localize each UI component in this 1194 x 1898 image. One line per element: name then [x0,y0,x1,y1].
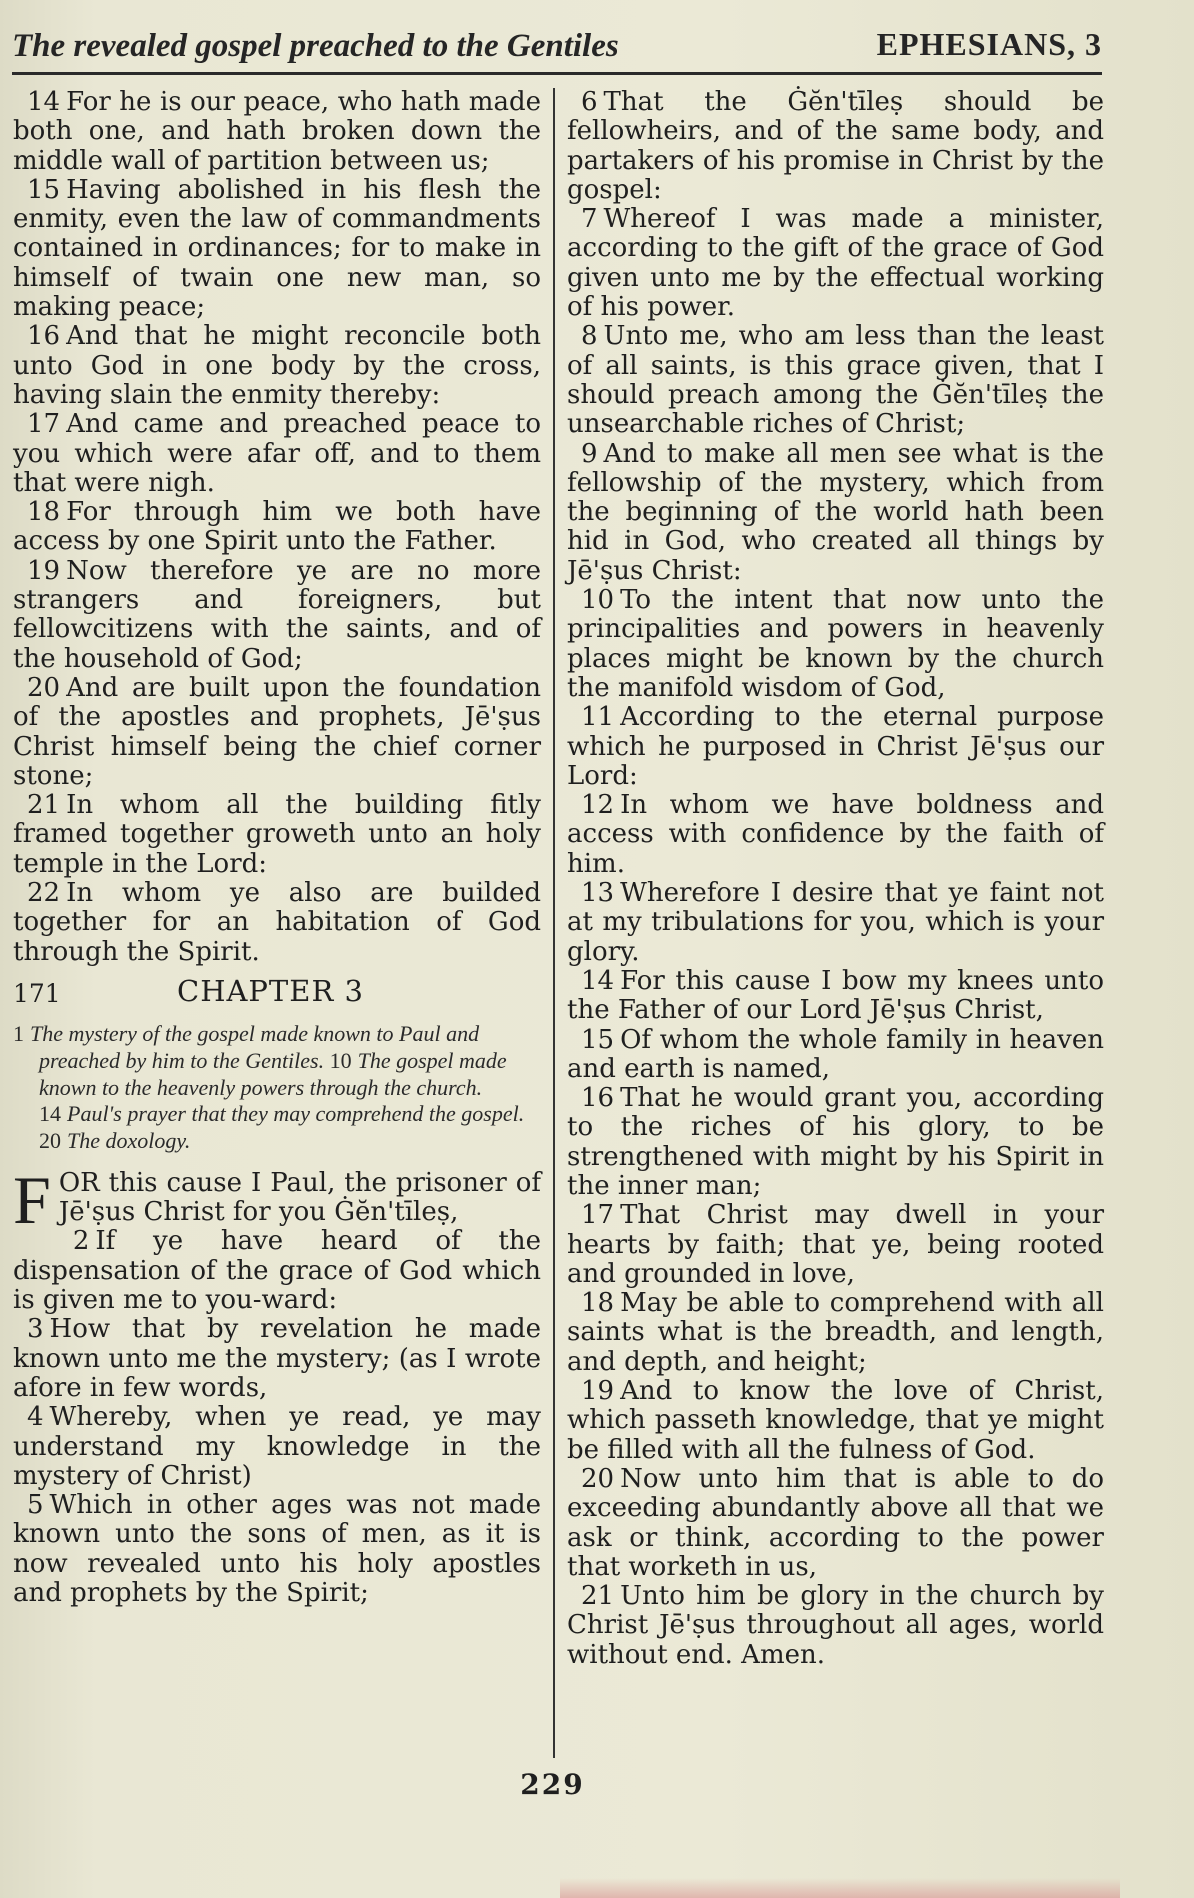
verse [567,1026,1104,1085]
verse-number: 19 [27,555,61,586]
verse-text: If ye have heard of the dispensation of the grace of God which is given me to you-ward: [13,1226,541,1316]
summary-text: The gospel made known to the heavenly powers through the church. [39,1047,507,1100]
verse [567,1201,1104,1289]
verse [13,674,541,791]
verse-text: Whereof I was made a minister, according to the gift of the grace of God given unto me by the effectual working of his power. [567,204,1104,323]
verse-number: 14 [581,965,615,996]
verse-number: 22 [27,878,61,909]
verse [567,322,1104,439]
verse [567,703,1104,791]
verse [13,88,541,176]
summary-ref: 10 [329,1047,352,1073]
verse-number: 17 [27,409,61,440]
verse-text: That the Ġĕn'tīleṣ should be fellowheirs, and of the same body, and partakers of his promise in Christ by the gospel: [567,87,1104,205]
running-header [12,22,1102,75]
verse [13,1491,541,1608]
verse-text: And came and preached peace to you which were afar off, and to them that were nigh. [13,409,541,498]
verse [567,1084,1104,1201]
summary-text: The doxology. [67,1128,191,1154]
verse-text: And to make all men see what is the fellowship of the mystery, which from the beginning of the world hath been hid in God, who created all things by Jē'ṣus Christ: [567,438,1104,586]
verse-number: 15 [581,1024,615,1055]
verse-text: In whom we have boldness and access with confidence by the faith of him. [567,790,1104,879]
verse-number: 10 [581,585,615,616]
verse-number: 9 [581,438,598,469]
verse-text: That he would grant you, according to the riches of his glory, to be strengthened with might by his Spirit in the inner man; [567,1083,1104,1201]
verse-number: 2 [72,1226,90,1257]
verse-text: For this cause I bow my knees unto the Father of our Lord Jē'ṣus Christ, [567,965,1104,1026]
verse-number: 4 [27,1402,44,1433]
page-edge-stain [560,1878,1120,1898]
verse [13,176,541,322]
verse [567,1289,1104,1377]
verse-text: Unto me, who am less than the least of all saints, is this grace given, that I should preach among the Ġĕn'tīleṣ the unsearchable riches of Christ; [567,321,1104,440]
verse-number: 18 [27,497,61,528]
verse-number: 19 [581,1376,615,1407]
verse [567,1465,1104,1582]
verse-text: How that by revelation he made known unto me the mystery; (as I wrote afore in few words, [13,1314,541,1403]
verse-number: 17 [581,1200,615,1231]
left-column [13,88,541,1608]
column-divider [553,88,555,1758]
verse [567,967,1104,1026]
chapter-reference: 171 [13,978,61,1008]
verse-number: 20 [581,1463,615,1494]
verse-text: For through him we both have access by one Spirit unto the Father. [13,497,541,557]
verse-number: 8 [581,321,598,352]
verse-number: 21 [581,1581,615,1612]
verse [567,1377,1104,1465]
verse [13,410,541,498]
verse-text: And are built upon the foundation of the apostles and prophets, Jē'ṣus Christ himself being the chief corner stone; [13,672,541,791]
verse-text: Of whom the whole family in heaven and earth is named, [567,1024,1104,1084]
verse [567,88,1104,205]
summary-ref: 20 [39,1128,61,1154]
header-section-title: The revealed gospel preached to the Gentiles [12,28,619,64]
verse [13,322,541,410]
verse-text: And to know the love of Christ, which passeth knowledge, that ye might be filled with all the fulness of God. [567,1376,1104,1465]
verse [567,205,1104,322]
verse-text: Which in other ages was not made known unto the sons of men, as it is now revealed unto his holy apostles and prophets by the Spirit; [13,1490,541,1609]
verse-number: 13 [581,878,615,909]
right-column [567,88,1104,1670]
verse [567,586,1104,703]
verse-text: Whereby, when ye read, ye may understand my knowledge in the mystery of Christ) [13,1402,541,1491]
verse-text: May be able to comprehend with all saints what is the breadth, and length, and depth, and height; [567,1288,1104,1377]
verse-text: That Christ may dwell in your hearts by faith; that ye, being rooted and grounded in love, [567,1200,1104,1289]
verse [567,1582,1104,1670]
verse-text: In whom ye also are builded together for an habitation of God through the Spirit. [13,878,541,967]
verse [13,1315,541,1403]
chapter-summary [13,1021,541,1155]
verse-number: 6 [581,87,598,117]
verse-number: 16 [27,321,61,352]
verse-number: 21 [27,790,61,821]
verse-number: 18 [581,1288,615,1319]
verse-number: 15 [27,174,61,205]
verse [13,1227,541,1315]
verse [13,879,541,967]
verse-text: Unto him be glory in the church by Christ Jē'ṣus throughout all ages, world without end. Amen. [567,1581,1104,1670]
verse-number: 12 [581,790,615,821]
summary-text: Paul's prayer that they may comprehend the gospel. [67,1101,525,1127]
verse [567,879,1104,967]
verse-number: 14 [27,87,61,117]
verse-text: Having abolished in his flesh the enmity, even the law of commandments contained in ordinances; for to make in himself of twain one new man, so making peace; [13,174,541,323]
verse [13,498,541,557]
summary-text: The mystery of the gospel made known to Paul and preached by him to the Gentiles. [30,1020,480,1073]
verse-number: 16 [581,1083,615,1114]
verse-text: In whom all the building fitly framed together groweth unto an holy temple in the Lord: [13,790,541,879]
verse-number: 3 [27,1314,44,1345]
summary-ref: 14 [39,1101,61,1127]
verse-1 [13,1161,541,1238]
verse-text: According to the eternal purpose which he purposed in Christ Jē'ṣus our Lord: [567,702,1104,791]
verse [13,791,541,879]
verse-text: For he is our peace, who hath made both one, and hath broken down the middle wall of partition between us; [13,87,541,176]
header-book-chapter: EPHESIANS, 3 [876,26,1102,62]
verse [13,1403,541,1491]
verse-text: Now therefore ye are no more strangers and foreigners, but fellowcitizens with the saints, and of the household of God; [13,555,541,674]
page-number: 229 [520,1768,585,1801]
verse [567,440,1104,586]
summary-ref: 1 [13,1020,24,1046]
verse-text: OR this cause I Paul, the prisoner of Jē'ṣus Christ for you Ġĕn'tīleṣ, [58,1167,541,1228]
verse-number: 20 [27,672,61,703]
verse-text: Now unto him that is able to do exceeding abundantly above all that we ask or think, according to the power that worketh in us, [567,1463,1104,1582]
verse-text: Wherefore I desire that ye faint not at my tribulations for you, which is your glory. [567,878,1104,967]
verse-text: And that he might reconcile both unto God in one body by the cross, having slain the enmity thereby: [13,321,541,410]
verse-number: 11 [581,702,615,733]
verse-number: 7 [581,204,598,235]
chapter-title: CHAPTER 3 [177,973,364,1008]
verse-number: 5 [27,1490,44,1521]
verse [567,791,1104,879]
chapter-heading [13,973,541,1013]
verse-text: To the intent that now unto the principalities and powers in heavenly places might be known by the church the manifold wisdom of God, [567,585,1104,703]
verse [13,557,541,674]
drop-cap: F [13,1161,51,1238]
